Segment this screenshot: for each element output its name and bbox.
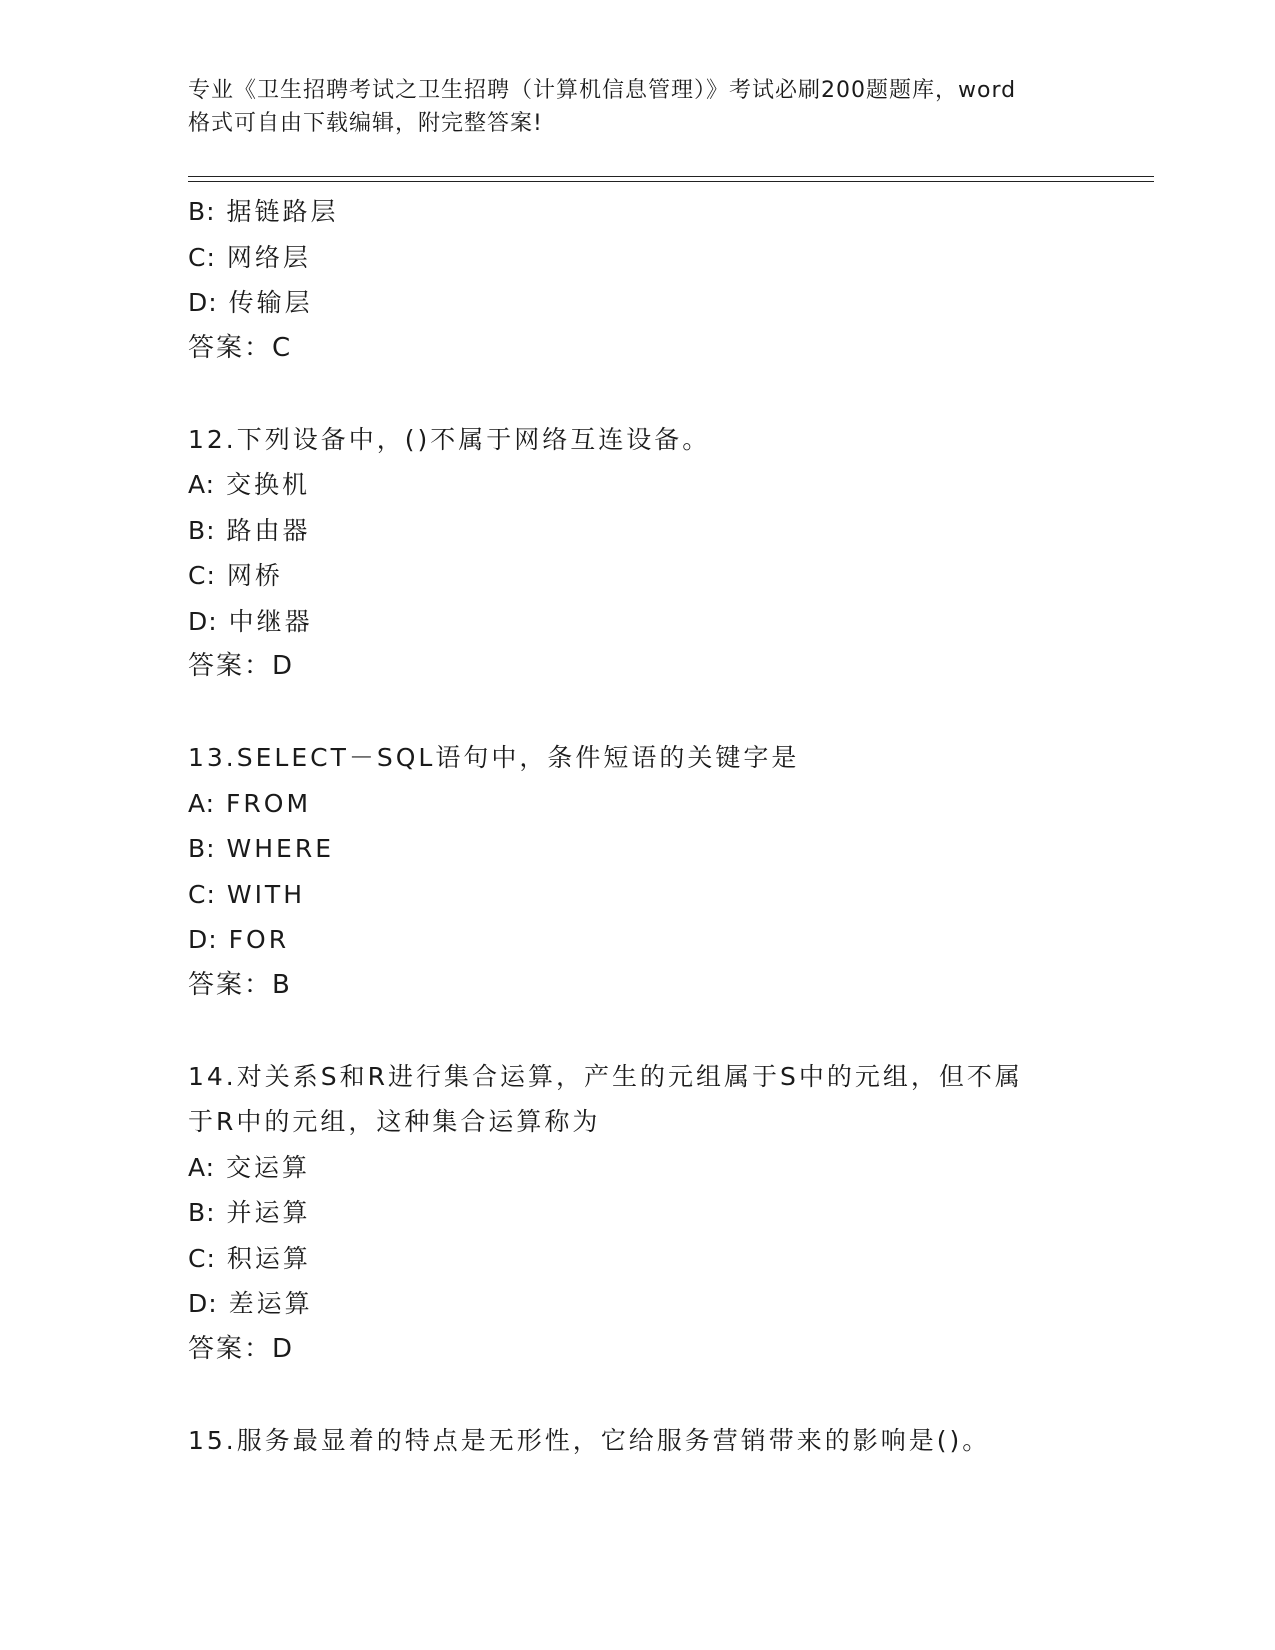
answer-line: 答案：D (188, 651, 295, 681)
answer-line: 答案：B (188, 969, 292, 1000)
question-content (188, 189, 1088, 1463)
option-c: C: 积运算 (188, 1243, 311, 1273)
option-b: B: 并运算 (188, 1198, 311, 1227)
question-stem: 15.服务最显着的特点是无形性，它给服务营销带来的影响是()。 (188, 1425, 991, 1455)
option-d: D: 中继器 (188, 606, 313, 636)
answer-line: 答案：C (188, 332, 293, 363)
header-rule-bottom (188, 181, 1154, 182)
answer-line: 答案：D (188, 1333, 295, 1364)
question-fragment (188, 189, 1088, 371)
option-b: B: WHERE (188, 834, 335, 863)
question-15 (188, 1418, 1088, 1464)
question-13 (188, 735, 1088, 1008)
document-header (188, 74, 1088, 140)
header-title-line-1: 专业《卫生招聘考试之卫生招聘（计算机信息管理）》考试必刷200题题库，word (188, 78, 1017, 103)
option-a: A: 交运算 (188, 1152, 311, 1182)
spacer (188, 1008, 1088, 1054)
question-stem-line-2: 于R中的元组，这种集合运算称为 (188, 1107, 601, 1136)
question-stem: 12.下列设备中，()不属于网络互连设备。 (188, 424, 711, 454)
question-14 (188, 1054, 1088, 1373)
option-c: C: WITH (188, 879, 306, 909)
option-c: C: 网络层 (188, 242, 311, 272)
spacer (188, 690, 1088, 736)
spacer (188, 1372, 1088, 1418)
option-c: C: 网桥 (188, 561, 283, 590)
question-stem: 13.SELECT－SQL语句中，条件短语的关键字是 (188, 743, 800, 772)
question-12 (188, 417, 1088, 690)
option-b: B: 路由器 (188, 515, 311, 545)
header-title-line-2: 格式可自由下载编辑，附完整答案! (188, 111, 543, 136)
header-rule-top (188, 176, 1154, 177)
option-d: D: FOR (188, 925, 290, 954)
option-a: A: 交换机 (188, 470, 311, 499)
option-b: B: 据链路层 (188, 197, 339, 226)
question-stem-line-1: 14.对关系S和R进行集合运算，产生的元组属于S中的元组，但不属 (188, 1061, 1023, 1091)
option-d: D: 传输层 (188, 288, 313, 317)
spacer (188, 371, 1088, 417)
option-d: D: 差运算 (188, 1289, 313, 1318)
option-a: A: FROM (188, 788, 312, 818)
